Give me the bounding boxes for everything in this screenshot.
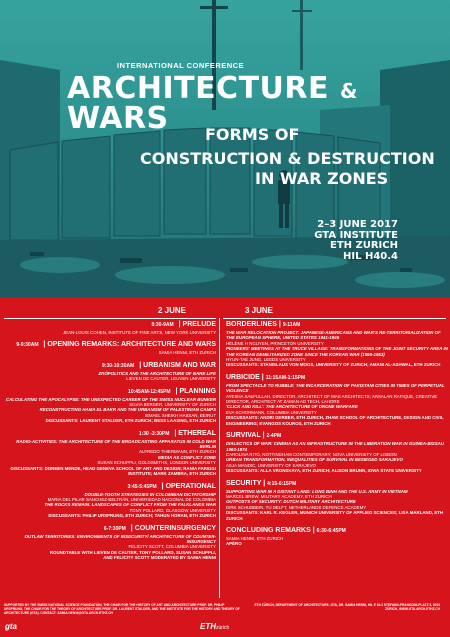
session-title: ETHEREAL <box>178 429 216 437</box>
session-block <box>226 373 448 426</box>
title-part2: WARS <box>67 101 169 136</box>
speaker-affiliation: AYESHA SAEFULLAH, DIRECTOR, ARCHITECT OF MAS ARCHITECTS; ARSALAN RAFIQUE, CREATIVE DIRECTOR, ARCHITECT AT ZAMAN AD TECH, LAHORE <box>226 393 438 405</box>
session-time: 10:45AM-12:45PM <box>128 388 171 395</box>
session-time: 9-11AM <box>282 322 301 328</box>
day-two-rule <box>223 318 446 319</box>
session-header: 6-7:30PM | COUNTERINSURGENCY <box>103 524 216 532</box>
session-time: 8:30-9AM <box>151 322 174 328</box>
footer-support-text: SUPPORTED BY THE SWISS NATIONAL SCIENCE FOUNDATION, THE CHAIR FOR THE HISTORY OF ART AND ARCHITECTURE PROF. DR. PHILIP URSPRUNG, THE CHAIR FOR THE THEORY OF ARCHITECTURE PROF. DR. LAURENT STALDER, AND THE INSTITUTE FOR THE HISTORY AND THEORY OF ARCHITECTURE (GTA). CONTACT: SAMIA.HENNI@GTA.ARCH.ETHZ.CH <box>4 603 240 615</box>
presentation-title: URBAN TRANSFORMATION, INEQUALITIES OF SURVIVAL IN BESIEGED SARAJEVO <box>226 457 403 463</box>
speaker-affiliation: MARCEL BREW, MILITARY ACADEMY, ETH ZURICH <box>226 493 332 499</box>
session-header: 1:30 -3:30PM | ETHEREAL <box>138 429 216 437</box>
discussants-line: DISCUSSANTS: PHILIP URSPRUNG, ETH ZURICH; TAHUN HORAN, ETH ZURICH <box>48 513 216 519</box>
speaker-affiliation: SAMIA HENNI, ETH ZURICH <box>158 350 216 356</box>
presentation-title: SUPPORTING WAR IN A DISTANT LAND: LONG BINH AND THE U.S. ARMY IN VIETNAM <box>226 488 408 494</box>
session-time: 3:45-5:45PM <box>127 483 157 490</box>
day-two-heading: 3 JUNE <box>245 306 274 315</box>
column-divider <box>219 318 220 598</box>
date-venue-block <box>314 220 398 262</box>
session-header: SECURITY | 4:15-6:15PM <box>226 479 297 487</box>
venue-room: HIL H40.4 <box>343 250 398 262</box>
venue-university: ETH ZURICH <box>329 240 398 251</box>
venue-institute: GTA INSTITUTE <box>314 229 398 241</box>
speaker-affiliation: FELICITY SCOTT, COLUMBIA UNIVERSITY <box>128 544 216 550</box>
speaker-affiliation: LIEVEN DE CAUTER, LEUVEN UNIVERSITY <box>126 376 216 382</box>
session-header: CONCLUDING REMARKS | 6:30-6:45PM <box>226 526 346 534</box>
speaker-affiliation: SUSAN SCHUPPLI, GOLDSMITHS, LONDON UNIVERSITY <box>97 460 216 466</box>
title-ampersand: & <box>339 79 358 103</box>
presentation-title: DIALECTICS OF WAR: CINEMA AS AN INFRASTRUCTURE IN THE LIBERATION WAR IN GUINEA-BISSAU 1963-1974 <box>226 441 444 452</box>
session-block <box>226 320 448 368</box>
speaker-affiliation: EVA SCHORMANN, COLUMBIA UNIVERSITY <box>226 409 317 415</box>
conference-type: INTERNATIONAL CONFERENCE <box>117 61 245 70</box>
session-block <box>226 479 448 521</box>
session-header: 10:45AM-12:45PM | PLANNING <box>128 387 216 395</box>
session-block <box>226 431 448 473</box>
session-block <box>4 320 216 335</box>
speaker-affiliation: SAMIA HENNI, ETH ZURICH <box>226 535 284 541</box>
presentation-title: THE WAR RELOCATION PROJECT: JAPANESE-AMERICANS AND WAR'S RE-TERRITORIALIZATION OF THE EUROPEAN SPHERE, UNITED STATES 1941-1946 <box>226 330 441 341</box>
discussants-line: DISCUSSANTS: ALLA VRONSKAYA, ETH ZURICH; ALISON BRUNN, IOWA STATE UNIVERSITY <box>226 468 422 474</box>
session-time: 6:30-6:45PM <box>316 527 346 534</box>
session-header: 9:30-10:30AM | URBANISM AND WAR <box>102 361 216 369</box>
presentation-title: OUTLAW TERRITORIES: ENVIRONMENTS OF INSECURITY/ ARCHITECTURE OF COUNTER-INSURGENCY <box>24 533 216 544</box>
session-block <box>4 361 216 382</box>
day-one-heading: 2 JUNE <box>158 306 187 315</box>
session-header: URBICIDE | 11:15AM-1:15PM <box>226 373 306 381</box>
speaker-affiliation: ALFREDO THIERMANN, ETH ZURICH <box>138 449 216 455</box>
presentation-title: FROM SPECTACLE TO RUBBLE: THE INCARCERATION OF PAKISTANI CITIES IN TIMES OF PERPETUAL VIOLENCE <box>226 382 445 394</box>
title-part1: ARCHITECTURE <box>67 71 329 106</box>
session-header: 3:45-5:45PM | OPERATIONAL <box>127 482 216 490</box>
session-time: 9-9:30AM <box>16 342 39 349</box>
presentation-title: 'CLICK AND KILL': THE ARCHITECTURE OF DRONE WARFARE <box>226 404 358 410</box>
hero-photo <box>0 0 450 298</box>
session-title: SECURITY <box>226 479 262 487</box>
session-block <box>4 524 216 561</box>
discussants-line: DISCUSSANTS: DOREEN MENDE, HEAD GENEVA SCHOOL OF ART AND DESIGN; RANIA FARIDGI INSTITUTE; MARK ZAMBRA, ETH ZURICH <box>10 465 216 477</box>
session-time: 2-4PM <box>266 433 282 440</box>
session-time: 11:15AM-1:15PM <box>265 374 306 381</box>
session-title: PLANNING <box>179 387 216 395</box>
conference-dates: 2–3 JUNE 2017 <box>317 219 398 230</box>
session-block <box>4 387 216 424</box>
day-two-schedule <box>226 320 448 552</box>
speaker-affiliation: ASJA MANDIC, UNIVERSITY OF SARAJEVO <box>226 462 316 468</box>
presentation-title: OUTPOSTS OF SECURITY: DUTCH MILITARY ARCHITECTURE <box>226 499 356 505</box>
presentation-title: RADIO-ACTIVITIES: THE ARCHITECTURE OF THE BROADCASTING APPARATUS IN COLD WAR BERLIN <box>16 438 216 450</box>
presentation-title: CALCULATING THE APOCALYPSE: THE UNEXPECTED CAREER OF THE SWISS NUCLEAR BUNKER <box>5 396 216 402</box>
discussants-line: DISCUSSANTS: STANISLAUS VON MOOS, UNIVERSITY OF ZURICH; AMANI AL-ASHWAL, ETH ZURICH <box>226 362 441 368</box>
speaker-affiliation: TONY POLLARD, GLASGOW UNIVERSITY <box>129 507 216 513</box>
speaker-affiliation: JEAN-LOUIS COHEN, INSTITUTE OF FINE ARTS, NEW YORK UNIVERSITY <box>62 330 216 335</box>
subtitle-line-1: FORMS OF <box>205 125 300 144</box>
session-header: 8:30-9AM | PRELUDE <box>151 321 216 328</box>
presentation-title: RECONSTRUCTING HAMA EL BAKR AND THE URBANISM OF PALESTINIAN CAMPS <box>39 407 216 413</box>
footer-address-text: ETH ZÜRICH, DEPARTMENT OF ARCHITECTURE, GTA, DR. SAMIA HENNI, HIL E 64.2 STEFANO-FRANSCINI-PLATZ 5, 8093 ZÜRICH, WWW.GTA.ARCH.ETHZ.CH <box>254 603 440 611</box>
discussants-line: AND FELICITY SCOTT MODERATED BY SAMIA HENNI <box>103 555 216 561</box>
session-time: 6-7:30PM <box>103 525 126 532</box>
presentation-title: MEDIA AS CONFLICT ZONE <box>158 454 216 460</box>
session-title: CONCLUDING REMARKS <box>226 526 311 534</box>
session-title: OPERATIONAL <box>165 482 216 490</box>
speaker-affiliation: CAROLINA RITO, NOTTINGHAM CONTEMPORARY; NOVA UNIVERSITY OF LISBON <box>226 451 397 457</box>
session-header: BORDERLINES | 9-11AM <box>226 321 301 328</box>
eth-logo <box>200 622 229 631</box>
session-title: SURVIVAL <box>226 432 261 440</box>
discussants-line: APÉRO <box>226 541 242 547</box>
session-title: URBICIDE <box>226 373 260 381</box>
eth-logo-sub: zürich <box>216 625 230 631</box>
session-block <box>226 526 448 547</box>
session-time: 1:30 -3:30PM <box>138 430 170 437</box>
session-title: COUNTERINSURGENCY <box>134 524 216 532</box>
speaker-affiliation: HÉLÈNE H NGUYEN, PRINCETON UNIVERSITY <box>226 340 324 346</box>
gta-logo: gta <box>5 622 17 631</box>
presentation-title: PIONEERS' MEETINGS AT THE TRUCE VILLAGE: TRANSFORMATIONS OF THE JOINT SECURITY AREA IN THE KOREAN DEMILITARIZED ZONE SINCE THE KOREAN WAR (1950-1953) <box>226 346 448 357</box>
session-block <box>4 429 216 477</box>
discussants-line: ROUNDTABLE WITH LIEVEN DE CAUTER, TONY POLLARD, SUSAN SCHUPPLI, <box>49 549 216 555</box>
day-one-schedule <box>4 320 216 566</box>
presentation-title: DOUBLE-TOOTH STRATEGIES IN COLOMBIAN DICTATORSHIP <box>84 491 216 497</box>
session-title: PRELUDE <box>182 321 216 328</box>
presentation-title: ZRÓPOLITICS AND THE ARCHITECTURE OF BARE LIFE <box>98 370 216 376</box>
day-one-rule <box>4 318 216 319</box>
session-block <box>4 340 216 355</box>
session-time: 4:15-6:15PM <box>267 480 297 487</box>
subtitle-line-2: CONSTRUCTION & DESTRUCTION <box>140 149 435 168</box>
session-title: BORDERLINES <box>226 321 277 328</box>
discussants-line: DISCUSSANTS: LAURENT STALDER, ETH ZURICH; BESS LAASING, ETH ZURICH <box>45 418 216 424</box>
speaker-affiliation: HYUN-TAE JUNG, LEEDS UNIVERSITY <box>226 357 306 363</box>
session-title: URBANISM AND WAR <box>143 361 216 369</box>
discussants-line: DISCUSSANTS: KARL R. KEGLER, MUNICH UNIVERSITY OF APPLIED SCIENCES; LISA MARLAND, ETH ZURICH <box>226 510 444 521</box>
session-header: SURVIVAL | 2-4PM <box>226 432 282 440</box>
presentation-title: THE ROCKS REMAIN: LANDSCAPES OF CONFLICT FROM THE FALKLANDS WAR <box>44 502 216 508</box>
speaker-affiliation: SILVIA BERGER, UNIVERSITY OF ZURICH <box>129 402 216 408</box>
speaker-affiliation: DIRK SCHUBBEIN, TU DELFT, NETHERLANDS DEFENCE ACADEMY <box>226 504 367 510</box>
subtitle-line-3: IN WAR ZONES <box>255 169 389 188</box>
session-time: 9:30-10:30AM <box>102 362 135 369</box>
speaker-affiliation: MARIA DEL PILAR SANCHEZ-BELTRÁN, UNIVERSIDAD NACIONAL DE COLOMBIA <box>47 496 216 502</box>
session-block <box>4 482 216 519</box>
discussants-line: DISCUSSANTS: ANDRI GERBER, ETH ZURICH, ZHAW SCHOOL OF ARCHITECTURE, DESIGN AND CIVIL ENGINEERING; EVANGOS KOUROS, ETH ZURICH <box>226 415 444 426</box>
session-title: OPENING REMARKS: ARCHITECTURE AND WARS <box>47 341 216 349</box>
eth-logo-main: ETH <box>200 622 216 631</box>
speaker-affiliation: ISMAEL SHEIKH HASSAN, BEIRUT <box>144 412 216 418</box>
session-header: 9-9:30AM | OPENING REMARKS: ARCHITECTURE AND WARS <box>16 341 216 349</box>
